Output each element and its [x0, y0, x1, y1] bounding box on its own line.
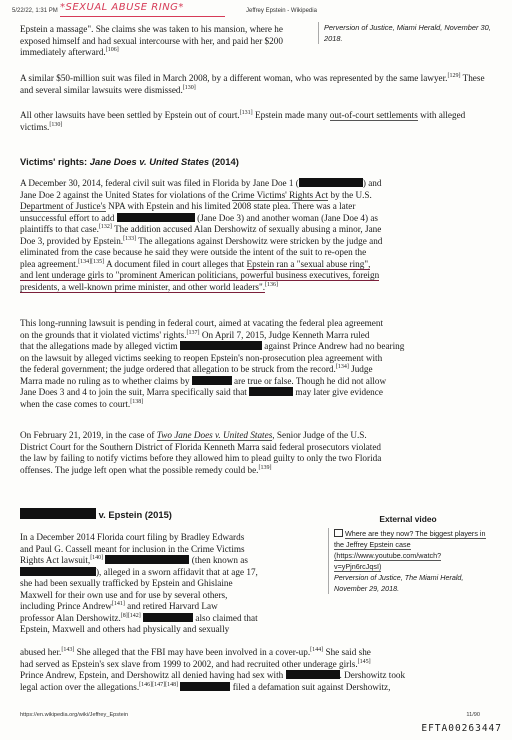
footer-url: https://en.wikipedia.org/wiki/Jeffrey_Epstein: [20, 712, 129, 718]
external-video-box: [328, 514, 488, 594]
redaction: [180, 341, 262, 350]
ref-link[interactable]: [133]: [123, 235, 137, 242]
ref-link[interactable]: [130]: [182, 84, 196, 91]
redaction: [105, 555, 189, 564]
ref-link[interactable]: [134]: [335, 363, 349, 370]
underlined-passage: presidents, a well-known prime minister, and other world leaders".: [20, 281, 265, 292]
handwritten-note: *SEXUAL ABUSE RING*: [60, 2, 184, 13]
site-title: Jeffrey Epstein - Wikipedia: [246, 8, 317, 14]
redaction: [117, 213, 195, 222]
paragraph-settled: All other lawsuits have been settled by Epstein out of court.[131] Epstein made many out-of-court settlements with alleged victims.[130]: [20, 109, 466, 132]
redaction: [180, 682, 230, 691]
ref-link[interactable]: [132]: [98, 223, 112, 230]
top-paragraph: Epstein a massage". She claims she was taken to his mansion, where he exposed himself and had sexual intercourse with her, and paid her $200 immediately afterward.[106]: [20, 24, 283, 57]
paragraph-similar-suit: A similar $50-million suit was filed in March 2008, by a different woman, who was represented by the same lawyer.[129] These and several similar lawsuits were dismissed.[130]: [20, 72, 485, 95]
ref-link[interactable]: [134][135]: [78, 258, 105, 265]
paragraph-2014-filing: In a December 2014 Florida court filing by Bradley Edwards and Paul G. Cassell meant for inclusion in the Crime Victims Rights Act lawsuit,[140] (then known as ), alleged in a sworn affidavit that at age 17, she had been sexually trafficked by Epstein and Ghislaine Maxwell for their own use and for use by several others, including Prince Andrew[141] and retired Harvard Law professor Alan Dershowitz.[8][142] also claimed that Epstein, Maxwell and others had physically and sexually: [20, 532, 258, 634]
ref-link[interactable]: [143]: [61, 646, 75, 653]
redaction: [20, 567, 96, 576]
ref-link[interactable]: [8][142]: [120, 612, 141, 619]
ref-link[interactable]: [129]: [447, 72, 461, 79]
video-icon: [334, 529, 343, 537]
paragraph-december-suit: A December 30, 2014, federal civil suit was filed in Florida by Jane Doe 1 ( ) and Jane Doe 2 against the United States for violations of the Crime Victims' Rights Act by the U.S. Department of Justice's NPA with Epstein and his limited 2008 state plea. There was a later unsuccessful effort to add (Jane Doe 3) and another woman (Jane Doe 4) as plaintiffs to that case.[132] The addition accused Alan Dershowitz of sexually abusing a minor, Jane Doe 3, provided by Epstein.[133] The allegations against Dershowitz were stricken by the judge and eliminated from the case because he said they were outside the intent of the suit to re-open the plea agreement.[134][135] A document filed in court alleges that Epstein ran a "sexual abuse ring", and lent underage girls to "prominent American politicians, powerful business executives, foreign presidents, a well-known prime minister, and other world leaders".[136]: [20, 178, 383, 292]
doj-link[interactable]: Department of Justice's: [20, 201, 106, 211]
ref-link[interactable]: [131]: [239, 109, 253, 116]
redaction: [192, 376, 232, 385]
section-heading-epstein-2015: v. Epstein (2015): [20, 508, 172, 520]
external-video-title: External video: [379, 514, 437, 524]
settlements-link[interactable]: out-of-court settlements: [329, 110, 418, 120]
ref-link[interactable]: [138]: [130, 398, 144, 405]
underlined-passage: Epstein ran a "sexual abuse ring",: [246, 258, 371, 269]
redaction: [20, 508, 96, 519]
pull-quote: Perversion of Justice, Miami Herald, November 30, 2018.: [318, 22, 494, 44]
ref-link[interactable]: [136]: [265, 281, 278, 288]
redaction: [143, 613, 193, 622]
ref-link[interactable]: [106]: [105, 46, 119, 53]
page-number: 11/90: [466, 712, 480, 718]
ref-link[interactable]: [144]: [310, 646, 324, 653]
paragraph-long-running: This long-running lawsuit is pending in federal court, aimed at vacating the federal plea agreement on the grounds that it violated victims' rights.[137] On April 7, 2015, Judge Kenneth Marra ruled that the allegations made by alleged victim against Prince Andrew had no bearing on the lawsuit by alleged victims seeking to reopen Epstein's non-prosecution plea agreement with the federal government; the judge ordered that allegation to be struck from the record.[134] Judge Marra made no ruling as to whether claims by are true or false. Though he did not allow Jane Does 3 and 4 to join the suit, Marra specifically said that may later give evidence when the case comes to court.[138]: [20, 318, 405, 409]
redaction: [286, 670, 340, 679]
redaction: [299, 178, 363, 187]
ref-link[interactable]: [140]: [90, 554, 104, 561]
paragraph-2014-filing-cont: abused her.[143] She alleged that the FBI may have been involved in a cover-up.[144] She said she had served as Epstein's sex slave from 1999 to 2002, and had recruited other underage girls.[145] Prince Andrew, Epstein, and Dershowitz all denied having had sex with . Dershowitz took legal action over the allegations.[146][147][148] filed a defamation suit against Dershowitz,: [20, 646, 406, 692]
crime-victims-act-link[interactable]: Crime Victims' Rights Act: [231, 189, 329, 200]
ref-link[interactable]: [145]: [357, 658, 371, 665]
ref-link[interactable]: [130]: [49, 121, 63, 128]
timestamp: 5/22/22, 1:31 PM: [12, 8, 58, 14]
ref-link[interactable]: [137]: [186, 329, 200, 336]
video-citation: Perversion of Justice, The Miami Herald, November 29, 2018.: [334, 573, 464, 593]
ref-link[interactable]: [146][147][148]: [139, 681, 179, 688]
redaction: [249, 387, 293, 396]
ref-link[interactable]: [139]: [258, 464, 272, 471]
underlined-passage: and lent underage girls to "prominent American politicians, powerful business executives, foreign: [20, 270, 380, 280]
paragraph-february-2019: On February 21, 2019, in the case of Two Jane Does v. United States, Senior Judge of the U.S. District Court for the Southern District of Florida Kenneth Marra said federal prosecutors violated the law by failing to notify victims before they allowed him to plead guilty to only the two Florida offenses. The judge left open what the possible remedy could be.[139]: [20, 430, 382, 475]
two-jane-does-link[interactable]: Two Jane Does v. United States: [156, 430, 273, 440]
video-link[interactable]: Where are they now? The biggest players in the Jeffrey Epstein case (https://www.youtube.com/watch?v=yPjn6rcJqsI): [334, 529, 486, 571]
document-id: EFTA00263447: [421, 723, 502, 734]
section-heading-victims-rights: Victims' rights: Jane Does v. United States (2014): [20, 156, 239, 167]
handwritten-underline: [60, 16, 225, 17]
ref-link[interactable]: [141]: [111, 600, 125, 607]
